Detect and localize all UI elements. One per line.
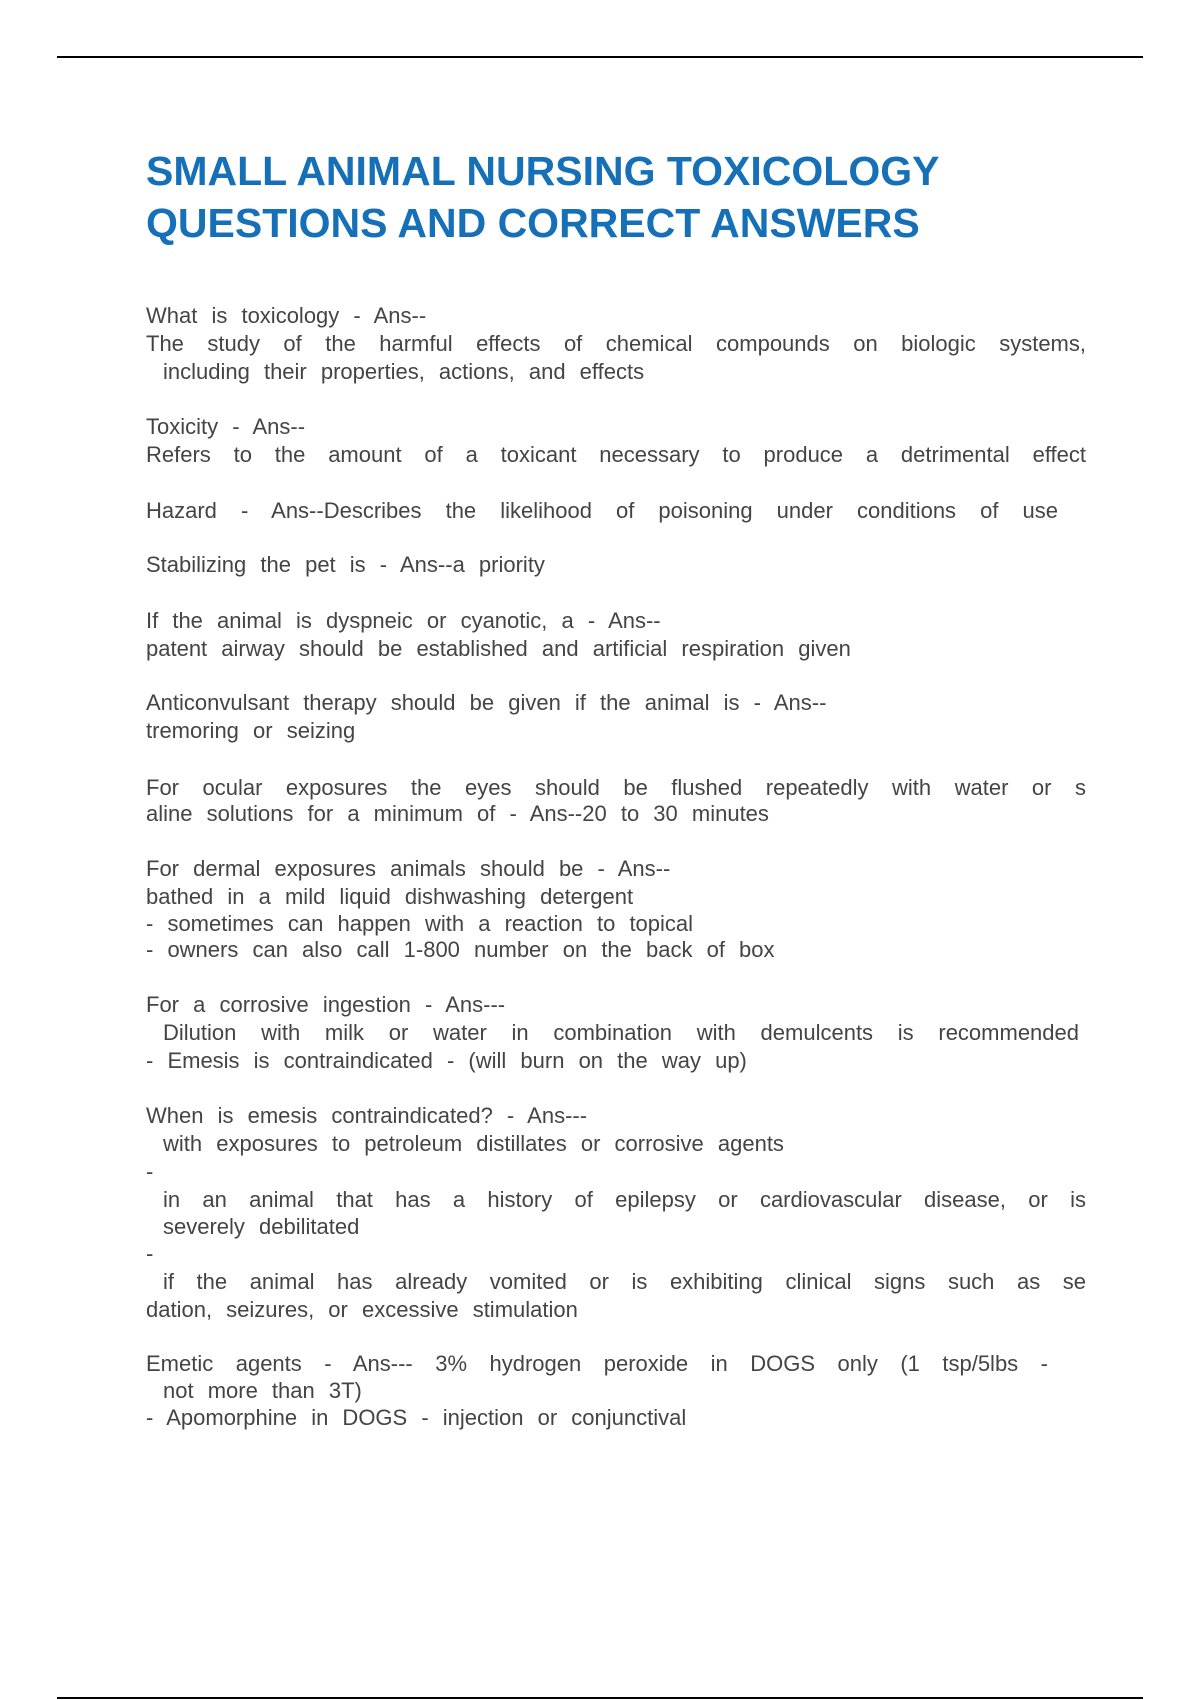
answer-line: - xyxy=(146,1159,154,1184)
document-body xyxy=(146,302,1086,1432)
answer-line: severely debilitated xyxy=(163,1214,360,1239)
answer-line: dation, seizures, or excessive stimulation xyxy=(146,1297,578,1322)
question-line: For ocular exposures the eyes should be flushed repeatedly with water or s xyxy=(146,775,1086,800)
answer-line: - xyxy=(146,1241,154,1266)
answer-line: not more than 3T) xyxy=(163,1378,362,1403)
answer-line: bathed in a mild liquid dishwashing detergent xyxy=(146,884,634,909)
top-rule xyxy=(57,56,1143,58)
answer-line: including their properties, actions, and effects xyxy=(163,359,645,384)
question-line: Toxicity - Ans-- xyxy=(146,414,306,439)
answer-line: tremoring or seizing xyxy=(146,718,356,743)
answer-line: in an animal that has a history of epilepsy or cardiovascular disease, or is xyxy=(163,1187,1086,1212)
document-title xyxy=(146,145,1106,249)
title-line-1: SMALL ANIMAL NURSING TOXICOLOGY xyxy=(146,148,940,194)
question-line: If the animal is dyspneic or cyanotic, a - Ans-- xyxy=(146,608,661,633)
answer-line: aline solutions for a minimum of - Ans--20 to 30 minutes xyxy=(146,801,769,826)
question-line: Anticonvulsant therapy should be given if the animal is - Ans-- xyxy=(146,690,827,715)
question-line: When is emesis contraindicated? - Ans--- xyxy=(146,1103,588,1128)
answer-line: - Emesis is contraindicated - (will burn on the way up) xyxy=(146,1048,747,1073)
answer-line: with exposures to petroleum distillates or corrosive agents xyxy=(163,1131,784,1156)
qa-line: Stabilizing the pet is - Ans--a priority xyxy=(146,552,545,577)
bottom-rule xyxy=(57,1697,1143,1699)
answer-line: - owners can also call 1-800 number on the back of box xyxy=(146,937,775,962)
question-line: What is toxicology - Ans-- xyxy=(146,303,427,328)
qa-line: Emetic agents - Ans--- 3% hydrogen peroxide in DOGS only (1 tsp/5lbs - xyxy=(146,1351,1048,1376)
qa-line: Hazard - Ans--Describes the likelihood of poisoning under conditions of use xyxy=(146,498,1058,523)
question-line: For dermal exposures animals should be - Ans-- xyxy=(146,856,671,881)
question-line: For a corrosive ingestion - Ans--- xyxy=(146,992,506,1017)
answer-line: - Apomorphine in DOGS - injection or conjunctival xyxy=(146,1405,687,1430)
answer-line: Refers to the amount of a toxicant necessary to produce a detrimental effect xyxy=(146,442,1086,467)
answer-line: if the animal has already vomited or is exhibiting clinical signs such as se xyxy=(163,1269,1086,1294)
title-line-2: QUESTIONS AND CORRECT ANSWERS xyxy=(146,200,920,246)
answer-line: patent airway should be established and artificial respiration given xyxy=(146,636,851,661)
answer-line: - sometimes can happen with a reaction to topical xyxy=(146,911,694,936)
answer-line: Dilution with milk or water in combination with demulcents is recommended xyxy=(163,1020,1079,1045)
answer-line: The study of the harmful effects of chemical compounds on biologic systems, xyxy=(146,331,1086,356)
